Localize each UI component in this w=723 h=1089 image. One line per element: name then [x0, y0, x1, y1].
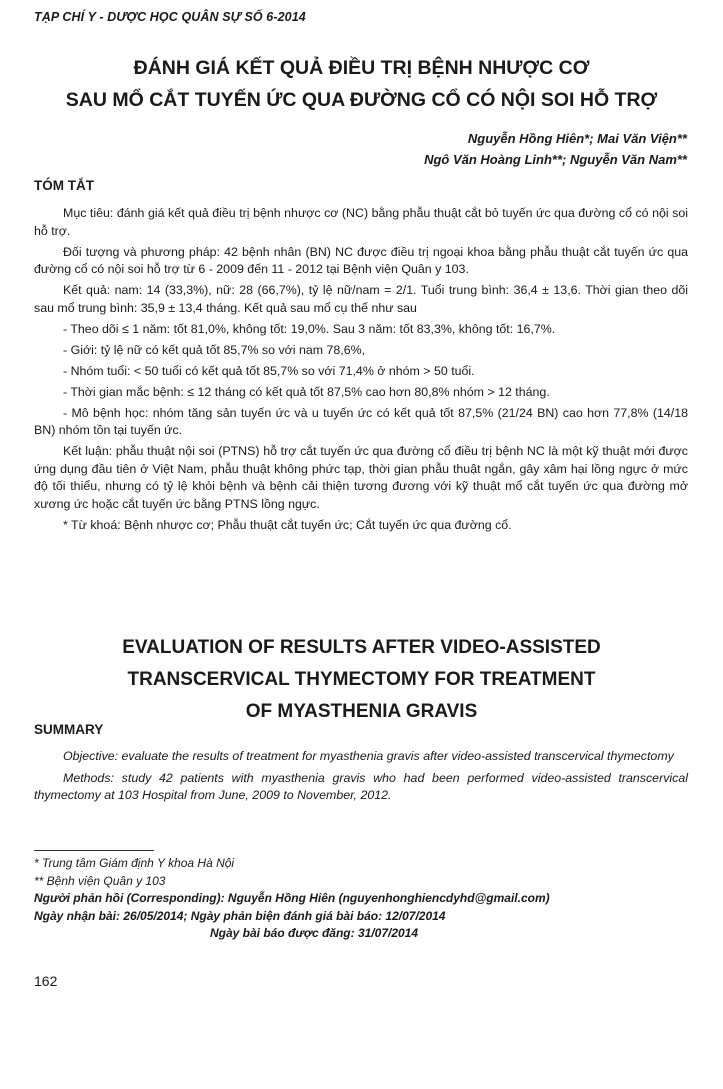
footnote-affiliation-1: * Trung tâm Giám định Y khoa Hà Nội [34, 856, 235, 870]
authors-line-1: Nguyễn Hồng Hiên*; Mai Văn Viện** [467, 131, 687, 146]
result-bullet: - Nhóm tuổi: < 50 tuổi có kết quả tốt 85,7% so với 71,4% ở nhóm > 50 tuổi. [63, 363, 475, 378]
authors-line-2: Ngô Văn Hoàng Linh**; Nguyễn Văn Nam** [424, 152, 687, 167]
footnote-affiliation-2: ** Bệnh viện Quân y 103 [34, 873, 166, 888]
result-bullet: - Mô bệnh học: nhóm tăng sản tuyến ức và u tuyến ức có kết quả tốt 87,5% (21/24 BN) cao hơn 77,8% (14/18 BN) nhóm tồn tại tuyến ức. [34, 405, 688, 438]
article-title-english [30, 632, 693, 728]
result-bullet: - Theo dõi ≤ 1 năm: tốt 81,0%, không tốt: 19,0%. Sau 3 năm: tốt 83,3%, không tốt: 16,7%. [63, 321, 556, 336]
abstract-conclusion: Kết luận: phẫu thuật nội soi (PTNS) hỗ trợ cắt tuyến ức qua đường cổ điều trị bệnh NC là một kỹ thuật mới được ứng dụng đầu tiên ở Việt Nam, phẫu thuật không phức tạp, thời gian phẫu thuật ngắn, gây xâm hại lồng ngực ở mức độ tối thiểu, nhưng có tỷ lệ khỏi bệnh và bệnh cải thiện tương đương với kỹ thuật mổ cắt tuyến ức qua đường mở xương ức hoặc cắt tuyến ức bằng PTNS lồng ngực. [34, 444, 688, 512]
title-en-line-1: EVALUATION OF RESULTS AFTER VIDEO-ASSISTED [122, 637, 601, 658]
journal-header: TẠP CHÍ Y - DƯỢC HỌC QUÂN SỰ SỐ 6-2014 [34, 10, 306, 24]
article-title-vietnamese [30, 52, 693, 116]
summary-heading: SUMMARY [34, 722, 104, 737]
abstract-methods: Đối tượng và phương pháp: 42 bệnh nhân (BN) NC được điều trị ngoại khoa bằng phẫu thuật cắt tuyến ức qua đường cổ có nội soi hỗ trợ từ 6 - 2009 đến 11 - 2012 tại Bệnh viện Quân y 103. [34, 244, 688, 277]
result-bullet: - Thời gian mắc bệnh: ≤ 12 tháng có kết quả tốt 87,5% cao hơn 80,8% nhóm > 12 tháng. [63, 384, 550, 399]
title-en-line-2: TRANSCERVICAL THYMECTOMY FOR TREATMENT [127, 669, 596, 690]
title-vn-line-2: SAU MỔ CẮT TUYẾN ỨC QUA ĐƯỜNG CỔ CÓ NỘI SOI HỖ TRỢ [65, 89, 658, 111]
abstract-results: Kết quả: nam: 14 (33,3%), nữ: 28 (66,7%), tỷ lệ nữ/nam = 2/1. Tuổi trung bình: 36,4 ± 13,6. Thời gian theo dõi sau mổ trung bình: 35,9 ± 13,4 tháng. Kết quả sau mổ cụ thể như sau [34, 283, 688, 315]
author-list [424, 128, 687, 170]
publication-date: Ngày bài báo được đăng: 31/07/2014 [209, 926, 419, 940]
summary-body [34, 748, 688, 809]
abstract-objective: Mục tiêu: đánh giá kết quả điều trị bệnh nhược cơ (NC) bằng phẫu thuật cắt bỏ tuyến ức qua đường cổ có nội soi hỗ trợ. [34, 206, 688, 238]
abstract-body-vn [34, 205, 688, 538]
footnotes [34, 855, 694, 943]
review-dates: Ngày nhận bài: 26/05/2014; Ngày phản biện đánh giá bài báo: 12/07/2014 [34, 908, 446, 923]
corresponding-author: Người phản hồi (Corresponding): Nguyễn Hồng Hiên (nguyenhonghiencdyhd@gmail.com) [34, 891, 550, 905]
footnote-divider [34, 850, 154, 851]
page-number: 162 [34, 973, 58, 989]
summary-methods: Methods: study 42 patients with myasthenia gravis who had been performed video-assisted transcervical thymectomy at 103 Hospital from June, 2009 to November, 2012. [34, 770, 688, 803]
keywords: * Từ khoá: Bệnh nhược cơ; Phẫu thuật cắt tuyến ức; Cắt tuyến ức qua đường cổ. [63, 518, 512, 533]
abstract-heading-vn: TÓM TẮT [34, 178, 94, 193]
title-en-line-3: OF MYASTHENIA GRAVIS [245, 701, 478, 722]
title-vn-line-1: ĐÁNH GIÁ KẾT QUẢ ĐIỀU TRỊ BỆNH NHƯỢC CƠ [133, 57, 590, 79]
summary-objective: Objective: evaluate the results of treatment for myasthenia gravis after video-assisted transcervical thymectomy [63, 749, 674, 763]
result-bullet: - Giới: tỷ lệ nữ có kết quả tốt 85,7% so với nam 78,6%, [63, 342, 366, 357]
